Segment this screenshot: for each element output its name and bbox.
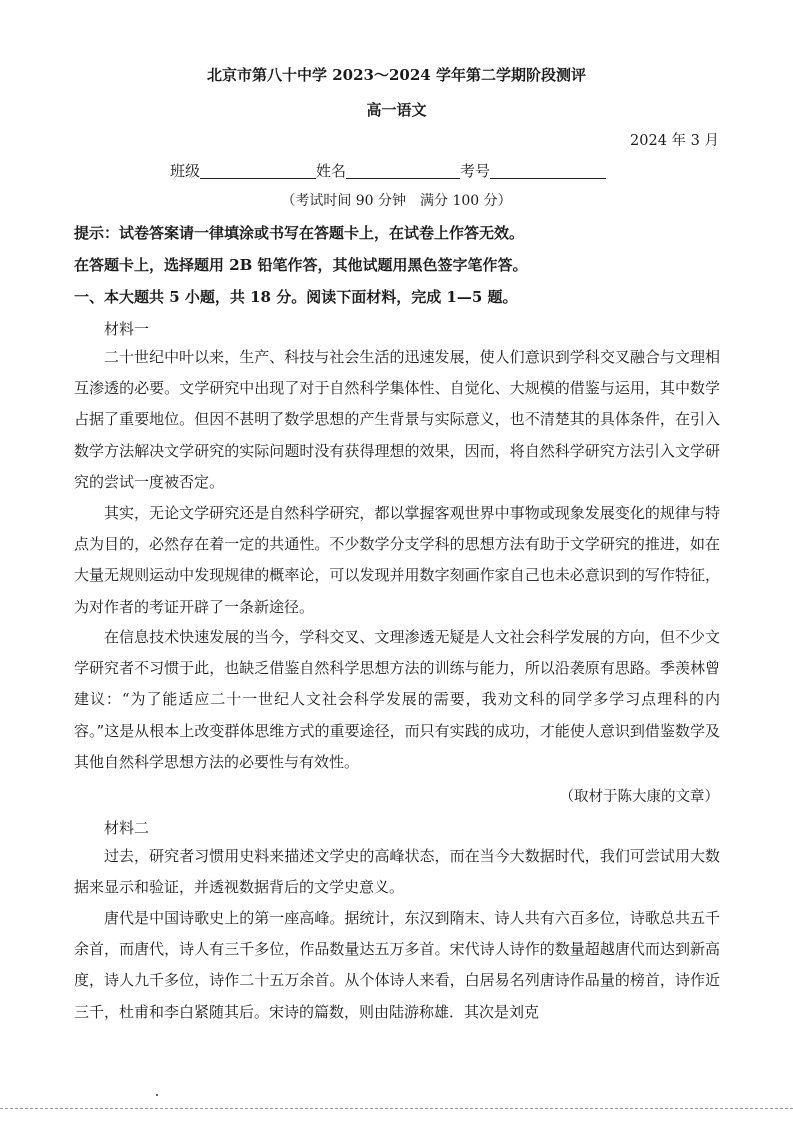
page-dot-mark (156, 1094, 158, 1096)
tip-line-2: 在答题卡上，选择题用 2B 铅笔作答，其他试题用黑色签字笔作答。 (74, 256, 528, 274)
student-info-fields (170, 160, 606, 181)
exam-time-score: （考试时间 90 分钟 满分 100 分） (281, 193, 512, 209)
material-1-paragraph-3: 在信息技术快速发展的当今，学科交叉、文理渗透无疑是人文社会科学发展的方向，但不少文学研究者不习惯于此，也缺乏借鉴自然科学思想方法的训练与能力，所以沿袭原有思路。季羡林曾建议：“为了能适应二十一世纪人文社会科学发展的需要，我劝文科的同学多学习点理科的内容。”这是从根本上改变群体思维方式的重要途径，而只有实践的成功，才能使人意识到借鉴数学及其他自然科学思想方法的必要性与有效性。 (74, 628, 720, 771)
exam-date: 2024 年 3 月 (630, 133, 719, 149)
material-1-source: （取材于陈大康的文章） (559, 789, 719, 805)
material-1-label: 材料一 (104, 320, 150, 338)
exam-subject: 高一语文 (366, 101, 427, 119)
material-2-paragraph-1: 过去，研究者习惯用史料来描述文学史的高峰状态，而在当今大数据时代，我们可尝试用大数据来显示和验证，并透视数据背后的文学史意义。 (74, 847, 720, 897)
tip-line-1: 提示：试卷答案请一律填涂或书写在答题卡上，在试卷上作答无效。 (74, 224, 525, 242)
material-1-paragraph-1: 二十世纪中叶以来，生产、科技与社会生活的迅速发展，使人们意识到学科交叉融合与文理相互渗透的必要。文学研究中出现了对于自然科学集体性、自觉化、大规模的借鉴与运用，其中数学占据了重要地位。但因不甚明了数学思想的产生背景与实际意义，也不清楚其的具体条件，在引入数学方法解决文学研究的实际问题时没有获得理想的效果，因而，将自然科学研究方法引入文学研究的尝试一度被否定。 (74, 348, 720, 491)
material-1-paragraph-2: 其实，无论文学研究还是自然科学研究，都以掌握客观世界中事物或现象发展变化的规律与特点为目的，必然存在着一定的共通性。不少数学分支学科的思想方法有助于文学研究的推进，如在大量无规则运动中发现规律的概率论，可以发现并用数字刻画作家自己也未必意识到的写作特征，为对作者的考证开辟了一条新途径。 (74, 504, 720, 616)
material-2-label: 材料二 (104, 819, 150, 837)
name-label: 姓名 (316, 162, 347, 180)
class-blank (200, 162, 316, 179)
material-2-paragraph-2: 唐代是中国诗歌史上的第一座高峰。据统计，东汉到隋末、诗人共有六百多位，诗歌总共五千余首，而唐代，诗人有三千多位，作品数量达五万多首。宋代诗人诗作的数量超越唐代而达到新高度，诗人九千多位，诗作二十五万余首。从个体诗人来看，白居易名列唐诗作品量的榜首，诗作近三千，杜甫和李白紧随其后。宋诗的篇数，则由陆游称雄．其次是刘克 (74, 909, 720, 1021)
footer-rule (0, 1108, 793, 1109)
id-blank (490, 162, 606, 179)
class-label: 班级 (170, 162, 201, 180)
exam-title: 北京市第八十中学 2023～2024 学年第二学期阶段测评 (207, 66, 586, 84)
section-heading: 一、本大题共 5 小题，共 18 分。阅读下面材料，完成 1—5 题。 (74, 288, 518, 306)
name-blank (346, 162, 460, 179)
id-label: 考号 (460, 162, 491, 180)
